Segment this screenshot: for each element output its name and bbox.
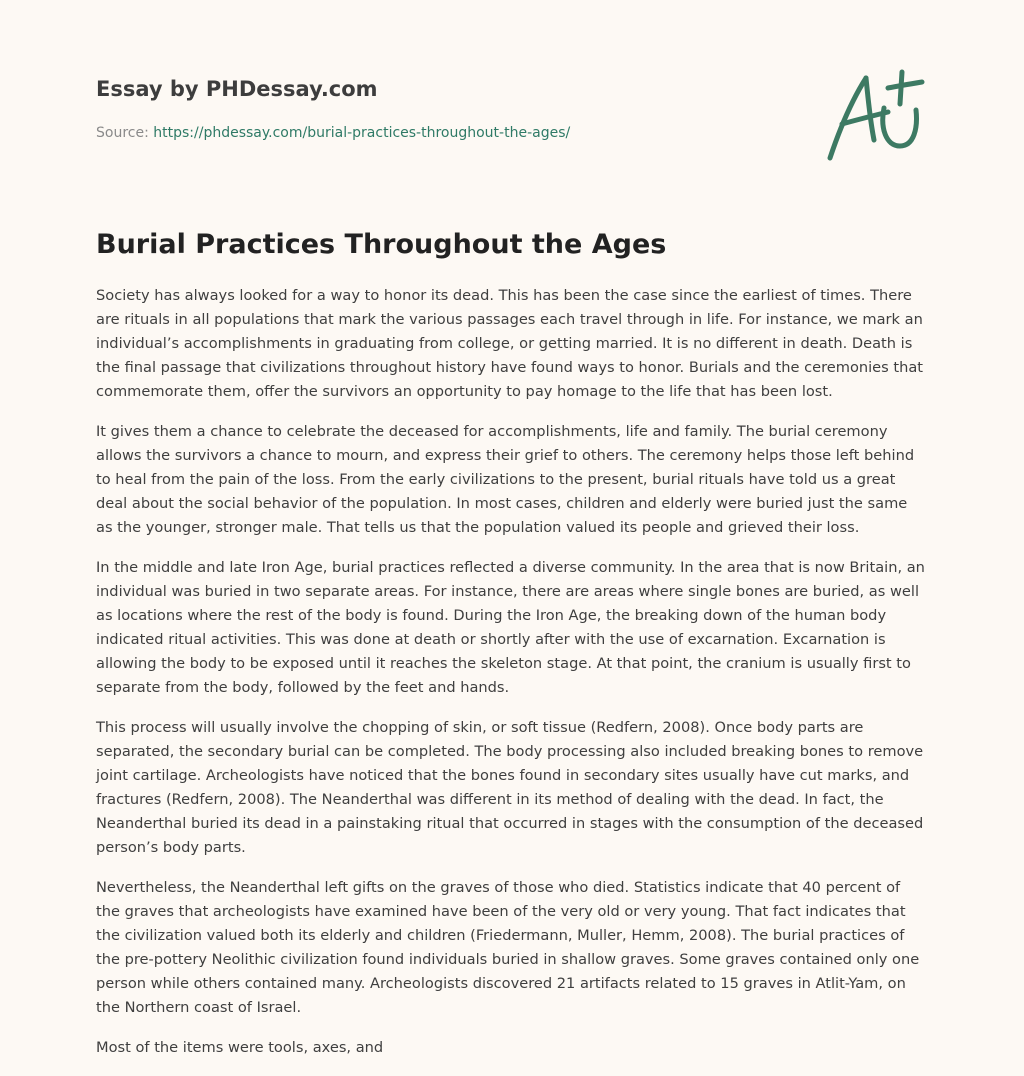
site-brand: Essay by PHDessay.com bbox=[96, 77, 378, 101]
a-plus-logo-icon bbox=[824, 68, 928, 164]
paragraph: This process will usually involve the chopping of skin, or soft tissue (Redfern, 2008). Once body parts are separated, the secondary burial can be completed. The body processing also included breaking bones to remove joint cartilage. Archeologists have noticed that the bones found in secondary sites usually have cut marks, and fractures (Redfern, 2008). The Neanderthal was different in its method of dealing with the dead. In fact, the Neanderthal buried its dead in a painstaking ritual that occurred in stages with the consumption of the deceased person’s body parts. bbox=[96, 719, 924, 856]
paragraph: It gives them a chance to celebrate the deceased for accomplishments, life and family. The burial ceremony allows the survivors a chance to mourn, and express their grief to others. The ceremony helps those left behind to heal from the pain of the loss. From the early civilizations to the present, burial rituals have told us a great deal about the social behavior of the population. In most cases, children and elderly were buried just the same as the younger, stronger male. That tells us that the population valued its people and grieved their loss. bbox=[96, 423, 915, 536]
paragraph: Society has always looked for a way to honor its dead. This has been the case since the earliest of times. There are rituals in all populations that mark the various passages each travel through in life. For instance, we mark an individual’s accomplishments in graduating from college, or getting married. It is no different in death. Death is the final passage that civilizations throughout history have found ways to honor. Burials and the ceremonies that commemorate them, offer the survivors an opportunity to pay homage to the life that has been lost. bbox=[96, 287, 924, 400]
paragraph: In the middle and late Iron Age, burial practices reflected a diverse community. In the area that is now Britain, an individual was buried in two separate areas. For instance, there are areas where single bones are buried, as well as locations where the rest of the body is found. During the Iron Age, the breaking down of the human body indicated ritual activities. This was done at death or shortly after with the use of excarnation. Excarnation is allowing the body to be exposed until it reaches the skeleton stage. At that point, the cranium is usually first to separate from the body, followed by the feet and hands. bbox=[96, 559, 925, 696]
source-line bbox=[96, 124, 570, 142]
paragraph: Nevertheless, the Neanderthal left gifts on the graves of those who died. Statistics indicate that 40 percent of the graves that archeologists have examined have been of the very old or very young. That fact indicates that the civilization valued both its elderly and children (Friedermann, Muller, Hemm, 2008). The burial practices of the pre-pottery Neolithic civilization found individuals buried in shallow graves. Some graves contained only one person while others contained many. Archeologists discovered 21 artifacts related to 15 graves in Atlit-Yam, on the Northern coast of Israel. bbox=[96, 879, 920, 1016]
page-header bbox=[96, 74, 936, 164]
source-link[interactable]: https://phdessay.com/burial-practices-throughout-the-ages/ bbox=[153, 125, 571, 141]
article-title: Burial Practices Throughout the Ages bbox=[96, 229, 667, 260]
paragraph: Most of the items were tools, axes, and bbox=[96, 1039, 384, 1056]
source-label: Source: bbox=[96, 125, 154, 141]
article-body bbox=[96, 284, 928, 1076]
